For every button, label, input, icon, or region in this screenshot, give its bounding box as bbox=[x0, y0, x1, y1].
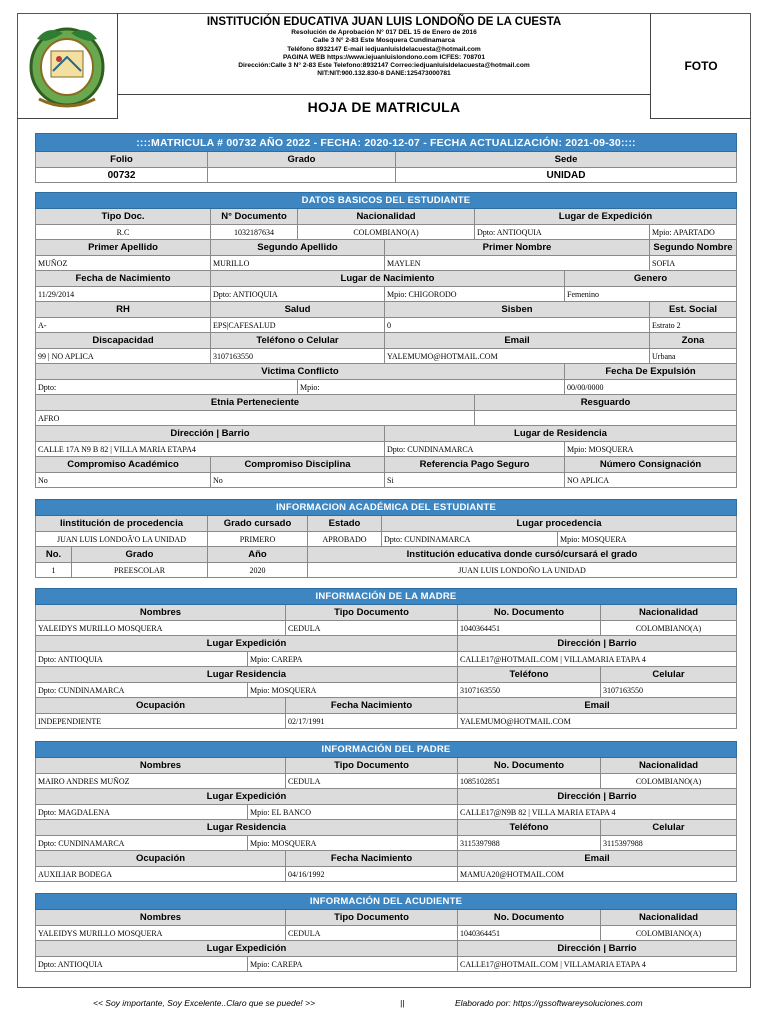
father-nombres-value: MAIRO ANDRES MUÑOZ bbox=[36, 774, 286, 789]
pago-seguro-header: Referencia Pago Seguro bbox=[385, 457, 565, 473]
mother-direccion-header: Dirección | Barrio bbox=[458, 636, 737, 652]
photo-box: FOTO bbox=[651, 13, 751, 119]
primer-apellido-value: MUÑOZ bbox=[36, 256, 211, 271]
guardian-tipo-doc-value: CEDULA bbox=[286, 926, 458, 941]
mother-expedicion-mpio: Mpio: CAREPA bbox=[248, 652, 458, 667]
father-num-doc-header: No. Documento bbox=[458, 758, 601, 774]
father-bar: INFORMACIÓN DEL PADRE bbox=[36, 742, 737, 758]
mother-section bbox=[35, 588, 737, 729]
discapacidad-header: Discapacidad bbox=[36, 333, 211, 349]
guardian-section bbox=[35, 893, 737, 972]
procedencia-mpio: Mpio: MOSQUERA bbox=[558, 532, 737, 547]
father-celular-header: Celular bbox=[601, 820, 737, 836]
institution-logo bbox=[17, 13, 118, 119]
victima-header: Victima Conflicto bbox=[36, 364, 565, 380]
lugar-procedencia-header: Lugar procedencia bbox=[382, 516, 737, 532]
mother-residencia-dpto: Dpto: CUNDINAMARCA bbox=[36, 683, 248, 698]
father-fecha-nac-value: 04/16/1992 bbox=[286, 867, 458, 882]
rh-header: RH bbox=[36, 302, 211, 318]
father-section bbox=[35, 741, 737, 882]
basic-data-bar: DATOS BASICOS DEL ESTUDIANTE bbox=[36, 193, 737, 209]
num-doc-header: N° Documento bbox=[211, 209, 298, 225]
email-value: YALEMUMO@HOTMAIL.COM bbox=[385, 349, 650, 364]
email-header: Email bbox=[385, 333, 650, 349]
guardian-direccion-header: Dirección | Barrio bbox=[458, 941, 737, 957]
grado-header: Grado bbox=[208, 152, 396, 168]
father-residencia-header: Lugar Residencia bbox=[36, 820, 458, 836]
direccion-header: Dirección | Barrio bbox=[36, 426, 385, 442]
mother-fecha-nac-value: 02/17/1991 bbox=[286, 714, 458, 729]
lugar-nacimiento-header: Lugar de Nacimiento bbox=[211, 271, 565, 287]
consignacion-value: NO APLICA bbox=[565, 473, 737, 488]
contact-line: Dirección:Calle 3 N° 2-83 Este Telefono:8932147 Correo:iedjuanluisldelacuesta@hotmail.com bbox=[238, 62, 530, 70]
resguardo-header: Resguardo bbox=[475, 395, 737, 411]
institucion-procedencia-header: Iinstitución de procedencia bbox=[36, 516, 208, 532]
compromiso-academico-value: No bbox=[36, 473, 211, 488]
mother-celular-header: Celular bbox=[601, 667, 737, 683]
estrato-value: Estrato 2 bbox=[650, 318, 737, 333]
genero-header: Genero bbox=[565, 271, 737, 287]
institucion-procedencia-value: JUAN LUIS LONDOÃ'O LA UNIDAD bbox=[36, 532, 208, 547]
guardian-expedicion-header: Lugar Expedición bbox=[36, 941, 458, 957]
guardian-bar: INFORMACIÓN DEL ACUDIENTE bbox=[36, 894, 737, 910]
genero-value: Femenino bbox=[565, 287, 737, 302]
estado-value: APROBADO bbox=[308, 532, 382, 547]
mother-expedicion-header: Lugar Expedición bbox=[36, 636, 458, 652]
ano-header: Año bbox=[208, 547, 308, 563]
institucion-grado-header: Institución educativa donde cursó/cursará el grado bbox=[308, 547, 737, 563]
grado-value: PREESCOLAR bbox=[72, 563, 208, 578]
father-email-header: Email bbox=[458, 851, 737, 867]
fecha-nacimiento-value: 11/29/2014 bbox=[36, 287, 211, 302]
phone-line: Teléfono 8932147 E-mail iedjuanluisldelacuesta@hotmail.com bbox=[287, 45, 481, 53]
mother-num-doc-value: 1040364451 bbox=[458, 621, 601, 636]
institution-name: INSTITUCIÓN EDUCATIVA JUAN LUIS LONDOÑO DE LA CUESTA bbox=[206, 16, 562, 28]
tipo-doc-value: R.C bbox=[36, 225, 211, 240]
no-header: No. bbox=[36, 547, 72, 563]
zona-value: Urbana bbox=[650, 349, 737, 364]
sisben-value: 0 bbox=[385, 318, 650, 333]
mother-fecha-nac-header: Fecha Nacimiento bbox=[286, 698, 458, 714]
father-email-value: MAMUA20@HOTMAIL.COM bbox=[458, 867, 737, 882]
mother-bar: INFORMACIÓN DE LA MADRE bbox=[36, 589, 737, 605]
resguardo-value bbox=[475, 411, 737, 426]
guardian-direccion-value: CALLE17@HOTMAIL.COM | VILLAMARIA ETAPA 4 bbox=[458, 957, 737, 972]
mother-nacionalidad-header: Nacionalidad bbox=[601, 605, 737, 621]
segundo-nombre-header: Segundo Nombre bbox=[650, 240, 737, 256]
mother-residencia-mpio: Mpio: MOSQUERA bbox=[248, 683, 458, 698]
guardian-num-doc-header: No. Documento bbox=[458, 910, 601, 926]
mother-tipo-doc-header: Tipo Documento bbox=[286, 605, 458, 621]
salud-value: EPS|CAFESALUD bbox=[211, 318, 385, 333]
folio-value: 00732 bbox=[36, 168, 208, 183]
matricula-bar: ::::MATRICULA # 00732 AÑO 2022 - FECHA: 2020-12-07 - FECHA ACTUALIZACIÓN: 2021-09-30:::: bbox=[36, 134, 737, 152]
estado-header: Estado bbox=[308, 516, 382, 532]
no-value: 1 bbox=[36, 563, 72, 578]
rh-value: A- bbox=[36, 318, 211, 333]
basic-data-section bbox=[35, 192, 737, 488]
expedicion-dpto: Dpto: ANTIOQUIA bbox=[475, 225, 650, 240]
ano-value: 2020 bbox=[208, 563, 308, 578]
academic-section bbox=[35, 499, 737, 578]
guardian-expedicion-dpto: Dpto: ANTIOQUIA bbox=[36, 957, 248, 972]
procedencia-dpto: Dpto: CUNDINAMARCA bbox=[382, 532, 558, 547]
mother-email-header: Email bbox=[458, 698, 737, 714]
direccion-value: CALLE 17A N9 B 82 | VILLA MARIA ETAPA4 bbox=[36, 442, 385, 457]
grado-cursado-value: PRIMERO bbox=[208, 532, 308, 547]
residencia-dpto: Dpto: CUNDINAMARCA bbox=[385, 442, 565, 457]
father-tipo-doc-header: Tipo Documento bbox=[286, 758, 458, 774]
footer-separator: || bbox=[400, 998, 405, 1008]
tipo-doc-header: Tipo Doc. bbox=[36, 209, 211, 225]
institucion-grado-value: JUAN LUIS LONDOÑO LA UNIDAD bbox=[308, 563, 737, 578]
segundo-apellido-header: Segundo Apellido bbox=[211, 240, 385, 256]
etnia-header: Etnia Perteneciente bbox=[36, 395, 475, 411]
primer-nombre-header: Primer Nombre bbox=[385, 240, 650, 256]
nacionalidad-header: Nacionalidad bbox=[298, 209, 475, 225]
father-telefono-header: Teléfono bbox=[458, 820, 601, 836]
telefono-value: 3107163550 bbox=[211, 349, 385, 364]
sisben-header: Sisben bbox=[385, 302, 650, 318]
mother-tipo-doc-value: CEDULA bbox=[286, 621, 458, 636]
salud-header: Salud bbox=[211, 302, 385, 318]
father-direccion-value: CALLE17@N9B 82 | VILLA MARIA ETAPA 4 bbox=[458, 805, 737, 820]
matricula-section bbox=[35, 133, 737, 183]
mother-telefono-value: 3107163550 bbox=[458, 683, 601, 698]
compromiso-disciplina-header: Compromiso Disciplina bbox=[211, 457, 385, 473]
institution-info bbox=[118, 13, 651, 95]
victima-dpto: Dpto: bbox=[36, 380, 298, 395]
father-celular-value: 3115397988 bbox=[601, 836, 737, 851]
sede-header: Sede bbox=[396, 152, 737, 168]
father-tipo-doc-value: CEDULA bbox=[286, 774, 458, 789]
mother-residencia-header: Lugar Residencia bbox=[36, 667, 458, 683]
father-nacionalidad-value: COLOMBIANO(A) bbox=[601, 774, 737, 789]
academic-bar: INFORMACION ACADÉMICA DEL ESTUDIANTE bbox=[36, 500, 737, 516]
expulsion-header: Fecha De Expulsión bbox=[565, 364, 737, 380]
grado-cursado-header: Grado cursado bbox=[208, 516, 308, 532]
expulsion-value: 00/00/0000 bbox=[565, 380, 737, 395]
document-title: HOJA DE MATRICULA bbox=[118, 95, 651, 119]
sede-value: UNIDAD bbox=[396, 168, 737, 183]
nacimiento-mpio: Mpio: CHIGORODO bbox=[385, 287, 565, 302]
mother-ocupacion-value: INDEPENDIENTE bbox=[36, 714, 286, 729]
segundo-nombre-value: SOFIA bbox=[650, 256, 737, 271]
num-doc-value: 1032187634 bbox=[211, 225, 298, 240]
mother-nombres-value: YALEIDYS MURILLO MOSQUERA bbox=[36, 621, 286, 636]
mother-nacionalidad-value: COLOMBIANO(A) bbox=[601, 621, 737, 636]
father-ocupacion-value: AUXILIAR BODEGA bbox=[36, 867, 286, 882]
primer-nombre-value: MAYLEN bbox=[385, 256, 650, 271]
guardian-expedicion-mpio: Mpio: CAREPA bbox=[248, 957, 458, 972]
guardian-nacionalidad-header: Nacionalidad bbox=[601, 910, 737, 926]
lugar-expedicion-header: Lugar de Expedición bbox=[475, 209, 737, 225]
father-num-doc-value: 1085102851 bbox=[458, 774, 601, 789]
telefono-header: Teléfono o Celular bbox=[211, 333, 385, 349]
grado-header: Grado bbox=[72, 547, 208, 563]
mother-email-value: YALEMUMO@HOTMAIL.COM bbox=[458, 714, 737, 729]
father-nacionalidad-header: Nacionalidad bbox=[601, 758, 737, 774]
mother-direccion-value: CALLE17@HOTMAIL.COM | VILLAMARIA ETAPA 4 bbox=[458, 652, 737, 667]
guardian-nombres-header: Nombres bbox=[36, 910, 286, 926]
mother-num-doc-header: No. Documento bbox=[458, 605, 601, 621]
segundo-apellido-value: MURILLO bbox=[211, 256, 385, 271]
compromiso-academico-header: Compromiso Académico bbox=[36, 457, 211, 473]
grado-value bbox=[208, 168, 396, 183]
father-expedicion-mpio: Mpio: EL BANCO bbox=[248, 805, 458, 820]
crest-icon bbox=[17, 13, 117, 117]
fecha-nacimiento-header: Fecha de Nacimiento bbox=[36, 271, 211, 287]
mother-celular-value: 3107163550 bbox=[601, 683, 737, 698]
primer-apellido-header: Primer Apellido bbox=[36, 240, 211, 256]
guardian-nombres-value: YALEIDYS MURILLO MOSQUERA bbox=[36, 926, 286, 941]
guardian-tipo-doc-header: Tipo Documento bbox=[286, 910, 458, 926]
father-residencia-dpto: Dpto: CUNDINAMARCA bbox=[36, 836, 248, 851]
discapacidad-value: 99 | NO APLICA bbox=[36, 349, 211, 364]
resolution-line: Resolución de Aprobación N° 017 DEL 15 de Enero de 2016 bbox=[291, 29, 477, 36]
father-residencia-mpio: Mpio: MOSQUERA bbox=[248, 836, 458, 851]
mother-telefono-header: Teléfono bbox=[458, 667, 601, 683]
residencia-header: Lugar de Residencia bbox=[385, 426, 737, 442]
father-fecha-nac-header: Fecha Nacimiento bbox=[286, 851, 458, 867]
father-telefono-value: 3115397988 bbox=[458, 836, 601, 851]
nacionalidad-value: COLOMBIANO(A) bbox=[298, 225, 475, 240]
victima-mpio: Mpio: bbox=[298, 380, 565, 395]
estrato-header: Est. Social bbox=[650, 302, 737, 318]
mother-expedicion-dpto: Dpto: ANTIOQUIA bbox=[36, 652, 248, 667]
nacimiento-dpto: Dpto: ANTIOQUIA bbox=[211, 287, 385, 302]
zona-header: Zona bbox=[650, 333, 737, 349]
father-nombres-header: Nombres bbox=[36, 758, 286, 774]
footer-credit: Elaborado por: https://gssoftwareysoluciones.com bbox=[455, 998, 643, 1008]
nit-line: NIT:NIT:900.132.830-8 DANE:125473000781 bbox=[317, 70, 451, 78]
residencia-mpio: Mpio: MOSQUERA bbox=[565, 442, 737, 457]
mother-ocupacion-header: Ocupación bbox=[36, 698, 286, 714]
address-line: Calle 3 N° 2-83 Este Mosquera Cundinamarca bbox=[313, 37, 455, 45]
mother-nombres-header: Nombres bbox=[36, 605, 286, 621]
etnia-value: AFRO bbox=[36, 411, 475, 426]
compromiso-disciplina-value: No bbox=[211, 473, 385, 488]
guardian-nacionalidad-value: COLOMBIANO(A) bbox=[601, 926, 737, 941]
father-ocupacion-header: Ocupación bbox=[36, 851, 286, 867]
folio-header: Folio bbox=[36, 152, 208, 168]
father-direccion-header: Dirección | Barrio bbox=[458, 789, 737, 805]
guardian-num-doc-value: 1040364451 bbox=[458, 926, 601, 941]
footer-motto: << Soy importante, Soy Excelente..Claro que se puede! >> bbox=[93, 998, 316, 1008]
consignacion-header: Número Consignación bbox=[565, 457, 737, 473]
father-expedicion-dpto: Dpto: MAGDALENA bbox=[36, 805, 248, 820]
expedicion-mpio: Mpio: APARTADO bbox=[650, 225, 737, 240]
pago-seguro-value: Si bbox=[385, 473, 565, 488]
father-expedicion-header: Lugar Expedición bbox=[36, 789, 458, 805]
web-line: PAGINA WEB https://www.iejuanluislondono.com ICFES: 708701 bbox=[283, 53, 485, 61]
